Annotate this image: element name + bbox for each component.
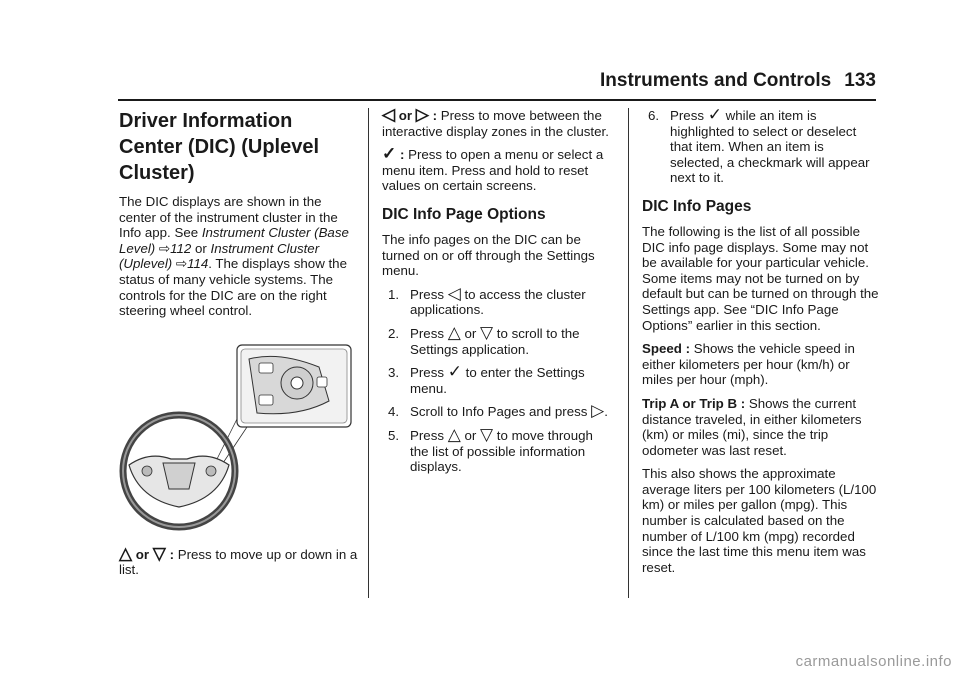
check-icon: ✓ <box>382 144 397 164</box>
check-desc: ✓ : Press to open a menu or select a menu item. Press and hold to reset values on certain screens. <box>382 144 604 194</box>
list-item: 5. Press △ or ▽ to move through the list of possible information displays. <box>388 424 593 475</box>
info-pages-intro: The following is the list of all possible DIC info page displays. Some may not be available for your particular vehicle. Some items may not be turned on by default but can be turned on through the Settings app. See “DIC Info Page Options” earlier in this section. <box>642 223 879 333</box>
ref-link-uplevel[interactable]: Instrument Cluster (Uplevel) <box>119 240 320 272</box>
list-item: 3. Press ✓ to enter the Settings menu. <box>388 362 585 396</box>
page-number: 133 <box>844 70 876 91</box>
watermark: carmanualsonline.info <box>795 653 952 670</box>
info-page-options-heading: DIC Info Page Options <box>382 205 546 223</box>
ref-arrow-icon: ⇨ <box>158 240 171 256</box>
ref-link-base[interactable]: Instrument Cluster (Base Level) <box>119 225 349 256</box>
leftright-desc: ◁ or ▷ : Press to move between the interactive display zones in the cluster. <box>382 105 609 139</box>
column-divider <box>368 108 369 598</box>
list-item: 6. Press ✓ while an item is highlighted to select or deselect that item. When an item is selected, a checkmark will appear next to it. <box>648 105 870 186</box>
right-arrow-icon: ▷ <box>415 105 429 124</box>
dic-intro: The DIC displays are shown in the center of the instrument cluster in the Info app. See Instrument Cluster (Base Level) ⇨112 or Instrument Cluster (Uplevel) ⇨114. The displays show the status of many vehicle systems. The controls for the DIC are on the right steering wheel control. <box>119 194 349 319</box>
left-arrow-icon: ◁ <box>447 283 461 303</box>
column-1 <box>119 108 359 578</box>
list-item: 2. Press △ or ▽ to scroll to the Settings application. <box>388 322 580 357</box>
left-arrow-icon: ◁ <box>382 105 396 124</box>
ref-page-112[interactable]: 112 <box>170 240 192 256</box>
dic-heading: Driver Information Center (DIC) (Uplevel Cluster) <box>119 110 320 184</box>
trip-desc: Trip A or Trip B : Shows the current distance traveled, in either kilometers (km) or miles (mi), since the trip odometer was last reset. <box>642 395 862 458</box>
list-item: 1. Press ◁ to access the cluster applications. <box>388 283 586 318</box>
check-icon: ✓ <box>447 362 462 382</box>
column-3 <box>642 105 880 575</box>
section-title: Instruments and Controls <box>600 70 832 91</box>
options-steps-cont <box>642 105 880 186</box>
steering-wheel-illustration <box>119 339 359 539</box>
right-arrow-icon: ▷ <box>591 401 605 421</box>
ref-arrow-icon: ⇨ <box>175 256 188 272</box>
down-arrow-icon: ▽ <box>152 543 166 563</box>
up-arrow-icon: △ <box>119 543 133 563</box>
column-divider <box>628 108 629 598</box>
header-rule <box>118 99 876 101</box>
check-icon: ✓ <box>707 105 722 124</box>
down-arrow-icon: ▽ <box>480 424 494 444</box>
ref-page-114[interactable]: 114 <box>187 256 209 272</box>
list-item: 4. Scroll to Info Pages and press ▷. <box>388 401 608 421</box>
speed-desc: Speed : Shows the vehicle speed in either kilometers per hour (km/h) or miles per hour (mph). <box>642 341 855 388</box>
info-pages-heading: DIC Info Pages <box>642 197 752 215</box>
up-arrow-icon: △ <box>447 424 461 444</box>
trip-desc-2: This also shows the approximate average liters per 100 kilometers (L/100 km) or miles per gallon (mpg). This number is calculated based on the number of L/100 km (mpg) recorded since the last time this menu item was reset. <box>642 466 877 575</box>
up-arrow-icon: △ <box>447 322 461 342</box>
options-steps <box>382 283 612 475</box>
page-header <box>600 70 876 96</box>
column-2 <box>382 105 612 475</box>
updown-desc: △ or ▽ : Press to move up or down in a list. <box>119 543 358 578</box>
info-page-options-intro: The info pages on the DIC can be turned on or off through the Settings menu. <box>382 231 595 279</box>
down-arrow-icon: ▽ <box>480 322 494 342</box>
